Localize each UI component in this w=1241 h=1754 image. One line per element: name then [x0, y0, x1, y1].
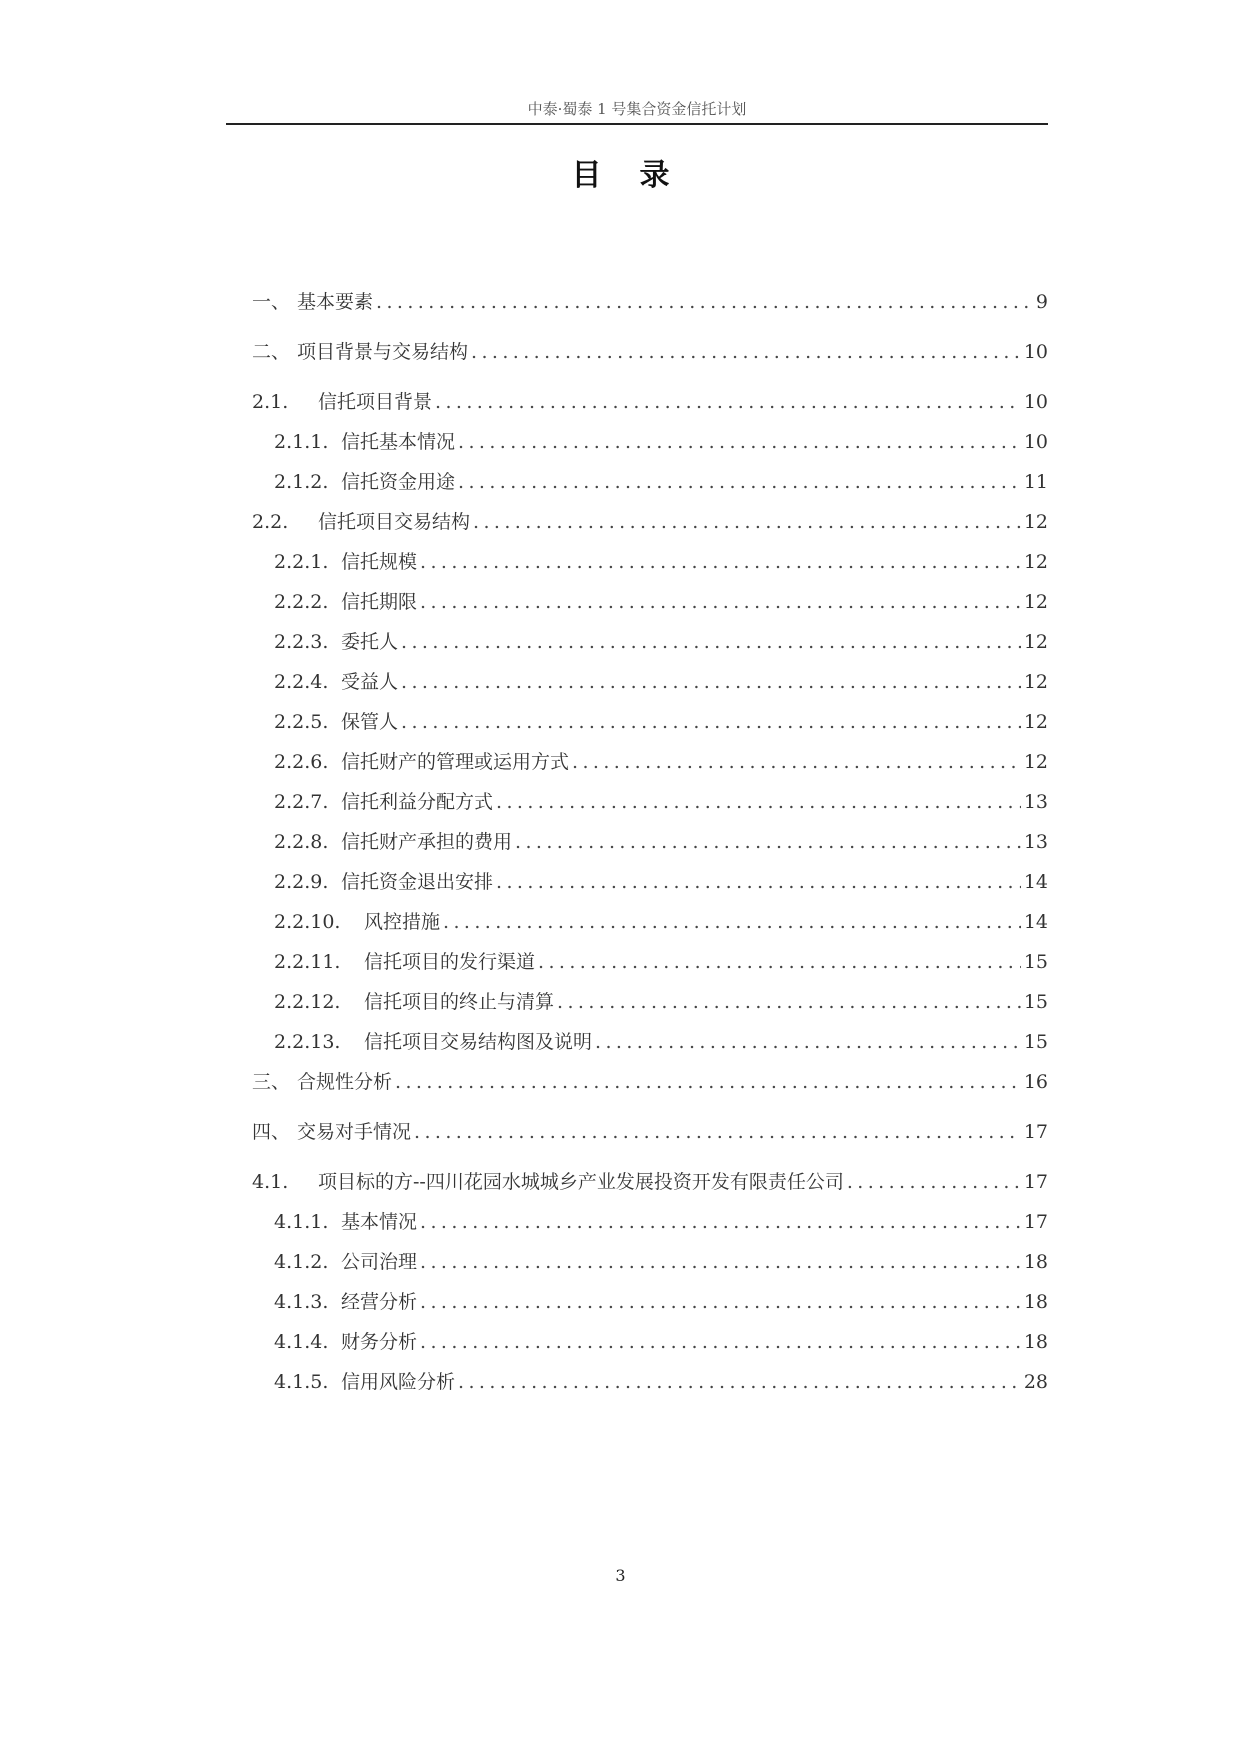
toc-title: 目录: [571, 158, 708, 193]
toc-entry-2-2-6[interactable]: [274, 745, 1048, 775]
page-number: 3: [615, 1566, 626, 1585]
running-header: 中泰·蜀泰 1 号集合资金信托计划: [527, 100, 747, 118]
toc-number: 2.2.: [252, 511, 289, 533]
toc-entry-4-1-3[interactable]: [274, 1285, 1048, 1315]
toc-number: 4.1.2.: [274, 1251, 329, 1273]
toc-number: 4.1.1.: [274, 1211, 329, 1233]
toc-number: 2.2.4.: [274, 671, 329, 693]
toc-entry-2-1-2[interactable]: [274, 465, 1048, 495]
toc-leader: [401, 709, 1021, 735]
toc-number: 2.2.7.: [274, 791, 329, 813]
toc-number: 4.1.5.: [274, 1371, 329, 1393]
toc-number: 2.1.: [252, 391, 289, 413]
toc-entry-4-1-1[interactable]: [274, 1205, 1048, 1235]
toc-entry-2-2-11[interactable]: [274, 945, 1048, 975]
toc-leader: [420, 1209, 1021, 1235]
toc-label: 信托期限: [341, 591, 418, 613]
toc-page: 12: [1023, 591, 1048, 613]
toc-label: 信托规模: [341, 551, 418, 573]
toc-leader: [420, 1289, 1021, 1315]
toc-page: 18: [1023, 1291, 1048, 1313]
toc-leader: [471, 339, 1021, 365]
toc-page: 17: [1023, 1211, 1048, 1233]
toc-leader: [515, 829, 1021, 855]
toc-entry-2-2-4[interactable]: [274, 665, 1048, 695]
toc-page: 15: [1023, 1031, 1048, 1053]
toc-leader: [496, 789, 1021, 815]
toc-page: 28: [1023, 1371, 1048, 1393]
toc-label: 信托资金用途: [341, 471, 456, 493]
toc-number: 2.2.13.: [274, 1031, 341, 1053]
toc-page: 10: [1023, 431, 1048, 453]
toc-page: 14: [1023, 871, 1048, 893]
toc-entry-2-2-1[interactable]: [274, 545, 1048, 575]
toc-leader: [572, 749, 1021, 775]
toc-number: 二、: [252, 341, 291, 363]
toc-number: 2.2.2.: [274, 591, 329, 613]
toc-leader: [538, 949, 1021, 975]
toc-label: 项目背景与交易结构: [297, 341, 469, 363]
toc-leader: [414, 1119, 1021, 1145]
toc-entry-4-1[interactable]: [252, 1165, 1048, 1195]
toc-number: 4.1.4.: [274, 1331, 329, 1353]
toc-leader: [458, 429, 1021, 455]
toc-entry-2-2-10[interactable]: [274, 905, 1048, 935]
toc-entry-4-1-5[interactable]: [274, 1365, 1048, 1395]
toc-page: 16: [1023, 1071, 1048, 1093]
toc-leader: [473, 509, 1021, 535]
toc-label: 基本情况: [341, 1211, 418, 1233]
toc-entry-1[interactable]: [252, 285, 1048, 315]
toc-label: 信托利益分配方式: [341, 791, 494, 813]
toc-entry-2-2[interactable]: [252, 505, 1048, 535]
toc-number: 一、: [252, 291, 291, 313]
toc-number: 2.2.1.: [274, 551, 329, 573]
toc-label: 信托项目交易结构图及说明: [364, 1031, 593, 1053]
toc-page: 15: [1023, 991, 1048, 1013]
toc-leader: [435, 389, 1021, 415]
toc-number: 2.2.8.: [274, 831, 329, 853]
toc-leader: [420, 1329, 1021, 1355]
toc-page: 15: [1023, 951, 1048, 973]
toc-leader: [420, 1249, 1021, 1275]
toc-number: 四、: [252, 1121, 291, 1143]
toc-number: 2.2.6.: [274, 751, 329, 773]
toc-label: 信托项目交易结构: [318, 511, 471, 533]
toc-label: 信托财产的管理或运用方式: [341, 751, 570, 773]
toc-page: 12: [1023, 631, 1048, 653]
toc-page: 13: [1023, 831, 1048, 853]
toc-entry-2-2-13[interactable]: [274, 1025, 1048, 1055]
toc-number: 2.2.11.: [274, 951, 341, 973]
toc-entry-2-2-2[interactable]: [274, 585, 1048, 615]
toc-leader: [401, 669, 1021, 695]
toc-label: 交易对手情况: [297, 1121, 412, 1143]
toc-number: 2.2.12.: [274, 991, 341, 1013]
toc-entry-2-2-12[interactable]: [274, 985, 1048, 1015]
toc-leader: [458, 469, 1021, 495]
toc-label: 公司治理: [341, 1251, 418, 1273]
toc-page: 17: [1023, 1121, 1048, 1143]
toc-leader: [557, 989, 1021, 1015]
toc-label: 信托项目的终止与清算: [364, 991, 555, 1013]
toc-entry-4[interactable]: [252, 1115, 1048, 1145]
toc-entry-2-2-5[interactable]: [274, 705, 1048, 735]
toc-label: 风控措施: [364, 911, 441, 933]
toc-label: 项目标的方--四川花园水城城乡产业发展投资开发有限责任公司: [318, 1171, 844, 1193]
toc-label: 合规性分析: [297, 1071, 393, 1093]
toc-label: 信托资金退出安排: [341, 871, 494, 893]
toc-number: 2.1.2.: [274, 471, 329, 493]
toc-page: 12: [1023, 551, 1048, 573]
toc-page: 12: [1023, 511, 1048, 533]
toc-entry-4-1-4[interactable]: [274, 1325, 1048, 1355]
toc-number: 2.2.10.: [274, 911, 341, 933]
toc-label: 信用风险分析: [341, 1371, 456, 1393]
toc-number: 2.2.5.: [274, 711, 329, 733]
toc-label: 保管人: [341, 711, 399, 733]
toc-entry-2-2-7[interactable]: [274, 785, 1048, 815]
toc-page: 13: [1023, 791, 1048, 813]
toc-label: 委托人: [341, 631, 399, 653]
toc-entry-2[interactable]: [252, 335, 1048, 365]
toc-entry-4-1-2[interactable]: [274, 1245, 1048, 1275]
toc-entry-2-1-1[interactable]: [274, 425, 1048, 455]
toc-number: 2.2.9.: [274, 871, 329, 893]
toc-number: 4.1.: [252, 1171, 289, 1193]
toc-leader: [420, 589, 1021, 615]
toc-entry-2-1[interactable]: [252, 385, 1048, 415]
toc-entry-2-2-8[interactable]: [274, 825, 1048, 855]
toc-entry-2-2-9[interactable]: [274, 865, 1048, 895]
toc-page: 10: [1023, 391, 1048, 413]
toc-number: 4.1.3.: [274, 1291, 329, 1313]
toc-label: 信托基本情况: [341, 431, 456, 453]
toc-leader: [847, 1169, 1021, 1195]
toc-number: 2.2.3.: [274, 631, 329, 653]
toc-page: 14: [1023, 911, 1048, 933]
toc-page: 10: [1023, 341, 1048, 363]
toc-page: 12: [1023, 711, 1048, 733]
toc-page: 18: [1023, 1331, 1048, 1353]
toc-number: 2.1.1.: [274, 431, 329, 453]
header-rule: [226, 123, 1048, 125]
toc-label: 信托项目的发行渠道: [364, 951, 536, 973]
toc-entry-3[interactable]: [252, 1065, 1048, 1095]
toc-leader: [496, 869, 1021, 895]
toc-page: 11: [1023, 471, 1048, 493]
toc-leader: [458, 1369, 1021, 1395]
toc-page: 9: [1035, 291, 1048, 313]
toc-label: 信托财产承担的费用: [341, 831, 513, 853]
toc-leader: [420, 549, 1021, 575]
toc-number: 三、: [252, 1071, 291, 1093]
toc-label: 财务分析: [341, 1331, 418, 1353]
toc-page: 17: [1023, 1171, 1048, 1193]
toc-entry-2-2-3[interactable]: [274, 625, 1048, 655]
toc-leader: [401, 629, 1021, 655]
toc-leader: [595, 1029, 1021, 1055]
toc-label: 信托项目背景: [318, 391, 433, 413]
toc-leader: [395, 1069, 1021, 1095]
toc-label: 基本要素: [297, 291, 374, 313]
toc-leader: [376, 289, 1033, 315]
toc-page: 12: [1023, 751, 1048, 773]
toc-page: 18: [1023, 1251, 1048, 1273]
toc-leader: [443, 909, 1021, 935]
toc-label: 经营分析: [341, 1291, 418, 1313]
toc-label: 受益人: [341, 671, 399, 693]
toc-page: 12: [1023, 671, 1048, 693]
